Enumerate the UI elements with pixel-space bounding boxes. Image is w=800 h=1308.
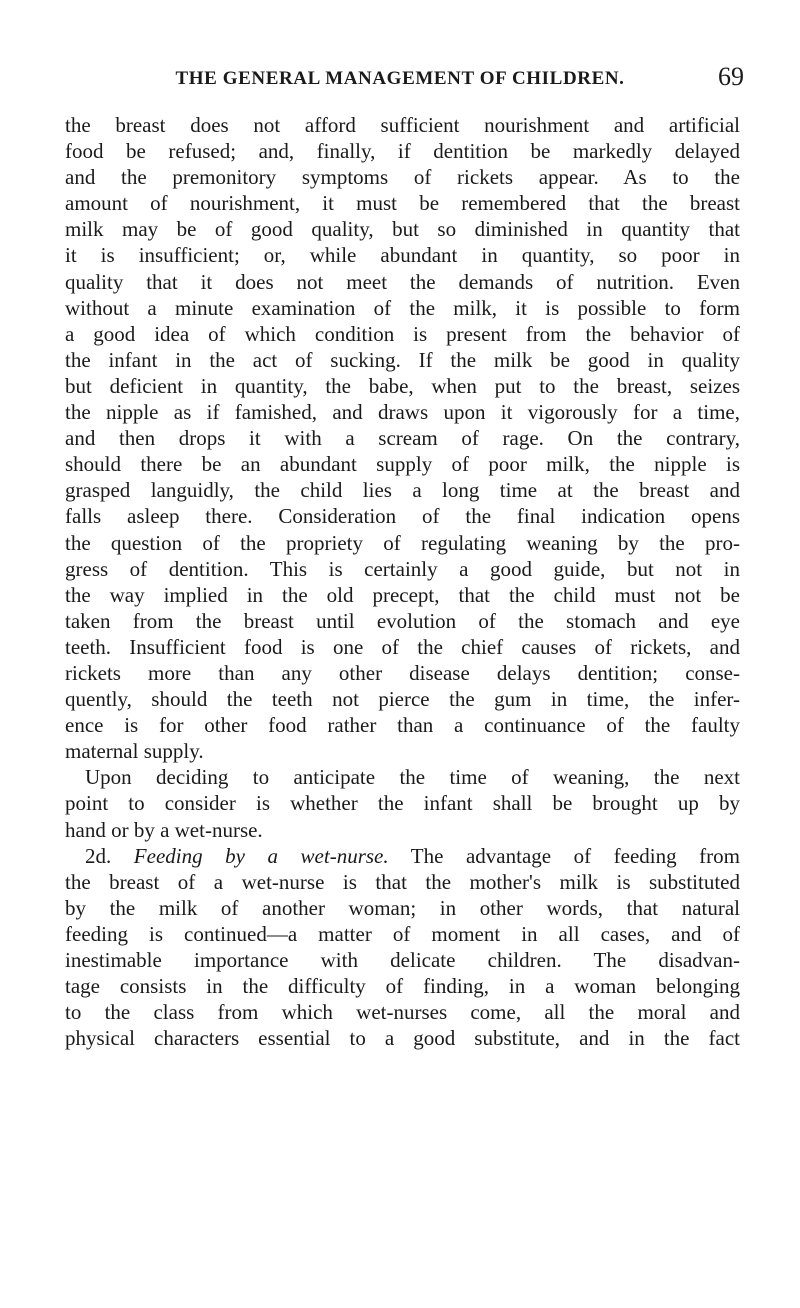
text-line: quality that it does not meet the demands of nutrition. Even [65,269,740,294]
text-line: the question of the propriety of regulating weaning by the pro- [65,530,740,555]
text-line: milk may be of good quality, but so diminished in quantity that [65,217,740,242]
text-line: teeth. Insufficient food is one of the chief causes of rickets, and [65,634,740,659]
text-line: should there be an abundant supply of poor milk, the nipple is [65,452,740,477]
text-line: the breast of a wet-nurse is that the mother's milk is substituted [65,869,740,894]
text-line: gress of dentition. This is certainly a good guide, but not in [65,556,740,581]
text-line: it is insufficient; or, while abundant in quantity, so poor in [65,243,740,268]
text-line: without a minute examination of the milk, it is possible to form [65,295,740,320]
text-line: the infant in the act of sucking. If the milk be good in quality [65,347,740,372]
text-line: and the premonitory symptoms of rickets appear. As to the [65,165,740,190]
text-line: a good idea of which condition is present from the behavior of [65,321,740,346]
text-line: taken from the breast until evolution of the stomach and eye [65,608,740,633]
section-heading: Feeding by a wet-nurse. [133,843,389,868]
text-line: by the milk of another woman; in other words, that natural [65,895,740,920]
text-line: and then drops it with a scream of rage. On the contrary, [65,426,740,451]
text-line: quently, should the teeth not pierce the gum in time, the infer- [65,687,740,712]
text-line: ence is for other food rather than a continuance of the faulty [65,713,740,738]
text-line: grasped languidly, the child lies a long time at the breast and [65,478,740,503]
running-head: THE GENERAL MANAGEMENT OF CHILDREN. [175,68,625,89]
text-line: the breast does not afford sufficient nourishment and artificial [65,113,740,137]
text-line: tage consists in the difficulty of finding, in a woman belonging [65,974,740,999]
section-number: 2d. [85,843,112,868]
text-line: physical characters essential to a good substitute, and in the fact [65,1026,740,1051]
section-first-line-rest: The advantage of feeding from [410,843,741,868]
text-line: to the class from which wet-nurses come, all the moral and [65,1000,740,1025]
text-line: food be refused; and, finally, if dentition be markedly delayed [65,139,740,164]
text-line: rickets more than any other disease delays dentition; conse- [65,660,740,685]
text-line: maternal supply. [65,739,204,764]
text-line: point to consider is whether the infant shall be brought up by [65,791,740,816]
text-line: Upon deciding to anticipate the time of weaning, the next [85,765,740,790]
text-line: the nipple as if famished, and draws upon it vigorously for a time, [65,400,740,425]
text-line: hand or by a wet-nurse. [65,817,263,842]
section-heading-line [65,843,740,869]
page-number: 69 [718,62,744,91]
text-line: the way implied in the old precept, that the child must not be [65,582,740,607]
page-header [0,62,800,96]
text-line: falls asleep there. Consideration of the final indication opens [65,504,740,529]
text-line: inestimable importance with delicate children. The disadvan- [65,948,740,972]
text-line: amount of nourishment, it must be remembered that the breast [65,191,740,216]
text-line: feeding is continued—a matter of moment in all cases, and of [65,921,740,946]
text-line: but deficient in quantity, the babe, when put to the breast, seizes [65,373,740,398]
body-text [65,112,740,1051]
